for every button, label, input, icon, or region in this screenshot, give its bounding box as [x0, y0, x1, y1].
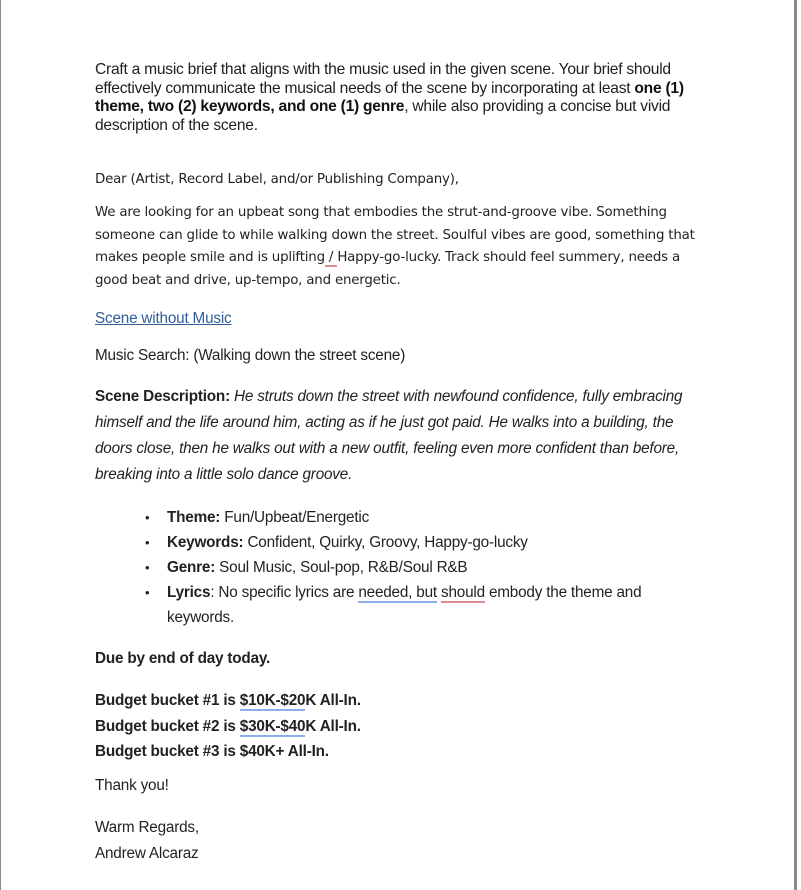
music-search-line: Music Search: (Walking down the street scene)	[95, 347, 406, 364]
budget-line-2	[95, 714, 715, 740]
letter-salutation: Dear (Artist, Record Label, and/or Publishing Company),	[95, 172, 459, 187]
list-item-keywords	[167, 530, 707, 555]
intro-bold-requirements: one (1) theme, two (2) keywords, and one (1) genre	[95, 79, 684, 115]
list-item-lyrics	[167, 580, 707, 630]
keywords-label: Keywords:	[167, 534, 244, 551]
budget-line-1	[95, 688, 715, 714]
grammar-underline: $10K-$20	[239, 692, 306, 709]
grammar-underline: needed, but	[358, 584, 437, 601]
budget-2-suffix: K All-In.	[305, 717, 361, 735]
thank-you-line: Thank you!	[95, 777, 169, 794]
letter-body-text-1: We are looking for an upbeat song that embodies the strut-and-groove vibe. Something someone can glide to while walking down the street. Soulful vibes are good, something that makes people smile and is uplifting	[95, 205, 695, 265]
closing-block	[95, 815, 715, 867]
lyrics-text-pre: : No specific lyrics are	[210, 584, 359, 601]
intro-text-1: Craft a music brief that aligns with the music used in the given scene. Your brief should effectively communicate the musical needs of the scene by incorporating at least	[95, 61, 671, 97]
letter-body-text-2: Happy-go-lucky. Track should feel summery, needs a good beat and drive, up-tempo, and energetic.	[95, 250, 680, 288]
budget-1-prefix: Budget bucket #1 is	[95, 692, 240, 709]
list-item-theme	[167, 505, 707, 530]
due-date-note: Due by end of day today.	[95, 650, 271, 667]
signature-name: Andrew Alcaraz	[95, 845, 199, 862]
scene-description-text: He struts down the street with newfound confidence, fully embracing himself and the life around him, acting as if he just got paid. He walks into a building, the doors close, then he walks out with a new outfit, feeling even more confident than before, breaking into a little solo dance groove.	[95, 388, 683, 483]
spellcheck-underline: should	[441, 584, 485, 601]
lyrics-label: Lyrics	[167, 584, 211, 601]
keywords-value: Confident, Quirky, Groovy, Happy-go-lucky	[243, 534, 528, 551]
budget-1-suffix: K All-In.	[305, 692, 361, 709]
scene-description	[95, 384, 695, 488]
genre-value: Soul Music, Soul-pop, R&B/Soul R&B	[215, 559, 468, 576]
genre-label: Genre:	[167, 559, 216, 576]
budget-section	[95, 688, 715, 765]
spellcheck-underline: /	[324, 250, 338, 265]
budget-2-prefix: Budget bucket #2 is	[95, 717, 240, 735]
intro-text-2: , while also providing a concise but vivid description of the scene.	[95, 98, 671, 134]
grammar-underline: $30K-$40	[239, 717, 306, 735]
brief-list	[143, 505, 707, 630]
list-item-genre	[167, 555, 707, 580]
letter-body	[95, 202, 715, 292]
instructions-paragraph	[95, 61, 715, 135]
scene-without-music-link[interactable]: Scene without Music	[95, 310, 232, 327]
closing-line: Warm Regards,	[95, 819, 199, 836]
theme-value: Fun/Upbeat/Energetic	[220, 509, 370, 526]
theme-label: Theme:	[167, 509, 221, 526]
lyrics-text-post: embody the theme and keywords.	[167, 584, 642, 626]
scene-description-label: Scene Description:	[95, 388, 230, 405]
budget-line-3: Budget bucket #3 is $40K+ All-In.	[95, 743, 329, 760]
